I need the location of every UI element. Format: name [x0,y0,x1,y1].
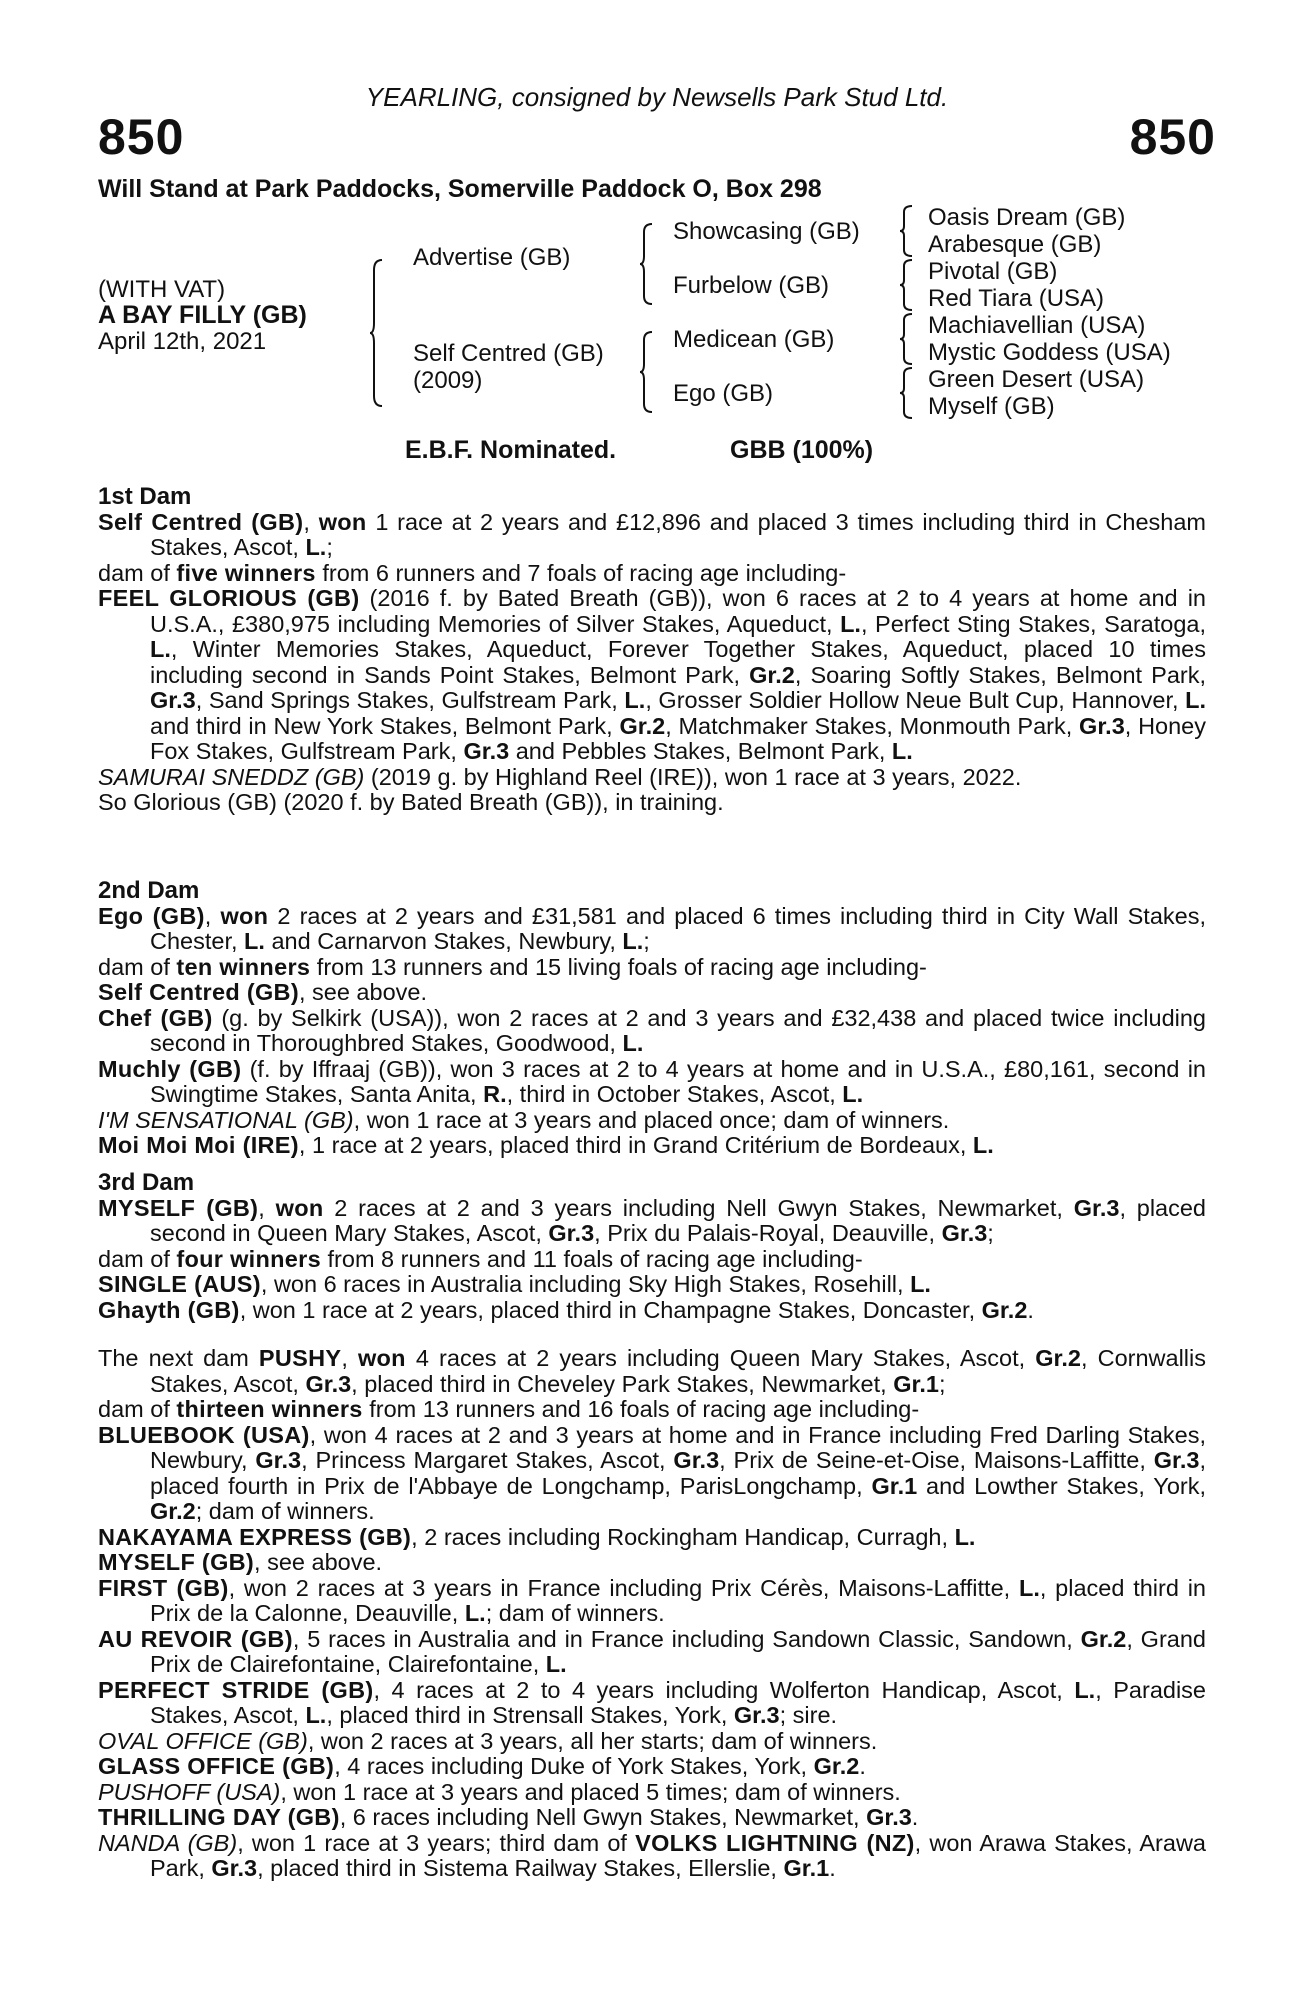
next-dam-produce-summary: dam of thirteen winners from 13 runners and 16 foals of racing age including- [98,1396,920,1422]
granddam-4: Myself (GB) [928,393,1055,420]
third-dam-section [98,1170,1206,1323]
gbb-percentage: GBB (100%) [730,436,874,464]
produce-moi-moi-moi: Moi Moi Moi (IRE), 1 race at 2 years, placed third in Grand Critérium de Bordeaux, L. [98,1132,994,1158]
sire-dam: Furbelow (GB) [673,272,830,299]
produce-chef: Chef (GB) (g. by Selkirk (USA)), won 2 races at 2 and 3 years and £32,438 and placed twice including second in Thoroughbred Stakes, Goodwood, L. [98,1004,1207,1056]
produce-im-sensational: I'M SENSATIONAL (GB), won 1 race at 3 years and placed once; dam of winners. [98,1106,950,1133]
produce-myself: MYSELF (GB), see above. [98,1549,383,1575]
granddam-1: Arabesque (GB) [928,231,1102,258]
produce-self-centred: Self Centred (GB), see above. [98,979,427,1005]
dam-brace [640,330,654,414]
next-dam-section [98,1346,1206,1882]
grandsire-1: Oasis Dream (GB) [928,204,1126,231]
g-brace-1 [900,204,914,258]
sire-sire: Showcasing (GB) [673,218,860,245]
third-dam-heading: 3rd Dam [98,1169,195,1196]
first-dam-produce-summary: dam of five winners from 6 runners and 7 foals of racing age including- [98,559,847,586]
dam-dam: Ego (GB) [673,380,774,407]
produce-thrilling-day: THRILLING DAY (GB), 6 races including Nell Gwyn Stakes, Newmarket, Gr.3. [98,1804,919,1830]
g-brace-3 [900,312,914,366]
produce-muchly: Muchly (GB) (f. by Iffraaj (GB)), won 3 races at 2 to 4 years at home and in U.S.A., £80,161, second in Swingtime Stakes, Santa Anita, R., third in October Stakes, Ascot, L. [98,1055,1206,1107]
first-dam-section [98,484,1206,816]
second-dam-section [98,878,1206,1159]
sire-brace [640,222,654,306]
produce-single: SINGLE (AUS), won 6 races in Australia including Sky High Stakes, Rosehill, L. [98,1271,931,1297]
dam-sire: Medicean (GB) [673,326,835,353]
second-dam-produce-summary: dam of ten winners from 13 runners and 15 living foals of racing age including- [98,953,927,980]
produce-perfect-stride: PERFECT STRIDE (GB), 4 races at 2 to 4 years including Wolferton Handicap, Ascot, L., Paradise Stakes, Ascot, L., placed third in Strensall Stakes, York, Gr.3; sire. [98,1676,1207,1728]
produce-bluebook: BLUEBOOK (USA), won 4 races at 2 and 3 years at home and in France including Fred Darling Stakes, Newbury, Gr.3, Princess Margaret Stakes, Ascot, Gr.3, Prix de Seine-et-Oise, Maisons-Laffitte, Gr.3, placed fourth in Prix de l'Abbaye de Longchamp, ParisLongchamp, Gr.1 and Lowther Stakes, York, Gr.2; dam of winners. [98,1421,1207,1524]
produce-samurai-sneddz: SAMURAI SNEDDZ (GB) (2019 g. by Highland Reel (IRE)), won 1 race at 3 years, 2022. [98,763,1022,790]
produce-nakayama-express: NAKAYAMA EXPRESS (GB), 2 races including Rockingham Handicap, Curragh, L. [98,1523,976,1550]
sire-name: Advertise (GB) [413,244,571,271]
lot-number-right: 850 [1129,109,1216,165]
granddam-2: Red Tiara (USA) [928,285,1105,312]
grandsire-2: Pivotal (GB) [928,258,1058,285]
next-dam-record: The next dam PUSHY, won 4 races at 2 years including Queen Mary Stakes, Ascot, Gr.2, Cornwallis Stakes, Ascot, Gr.3, placed third in Cheveley Park Stakes, Newmarket, Gr.1; [98,1345,1206,1397]
produce-ghayth: Ghayth (GB), won 1 race at 2 years, placed third in Champagne Stakes, Doncaster, Gr.2. [98,1296,1034,1323]
subject-name: A BAY FILLY (GB) [98,301,307,329]
stand-location: Will Stand at Park Paddocks, Somerville Paddock O, Box 298 [98,175,822,203]
dam-name: Self Centred (GB) [413,340,604,367]
third-dam-record: MYSELF (GB), won 2 races at 2 and 3 years including Nell Gwyn Stakes, Newmarket, Gr.3, placed second in Queen Mary Stakes, Ascot, Gr.3, Prix du Palais-Royal, Deauville, Gr.3; [98,1194,1206,1246]
produce-so-glorious: So Glorious (GB) (2020 f. by Bated Breath (GB)), in training. [98,789,724,815]
produce-first: FIRST (GB), won 2 races at 3 years in France including Prix Cérès, Maisons-Laffitte, L., placed third in Prix de la Calonne, Deauville, L.; dam of winners. [98,1574,1206,1626]
second-dam-record: Ego (GB), won 2 races at 2 years and £31,581 and placed 6 times including third in City Wall Stakes, Chester, L. and Carnarvon Stakes, Newbury, L.; [98,902,1207,954]
ebf-nominated: E.B.F. Nominated. [405,436,617,464]
grandsire-4: Green Desert (USA) [928,366,1145,393]
produce-oval-office: OVAL OFFICE (GB), won 2 races at 3 years, all her starts; dam of winners. [98,1727,878,1754]
g-brace-4 [900,366,914,420]
produce-nanda: NANDA (GB), won 1 race at 3 years; third dam of VOLKS LIGHTNING (NZ), won Arawa Stakes, Arawa Park, Gr.3, placed third in Sistema Railway Stakes, Ellerslie, Gr.1. [98,1829,1206,1881]
first-dam-heading: 1st Dam [98,483,192,510]
foaling-date: April 12th, 2021 [98,328,267,355]
consignment-line: YEARLING, consigned by Newsells Park Stud Ltd. [365,82,949,112]
produce-au-revoir: AU REVOIR (GB), 5 races in Australia and in France including Sandown Classic, Sandown, Gr.2, Grand Prix de Clairefontaine, Clairefontaine, L. [98,1625,1206,1677]
second-dam-heading: 2nd Dam [98,877,200,904]
g-brace-2 [900,258,914,312]
grandsire-3: Machiavellian (USA) [928,312,1146,339]
produce-feel-glorious: FEEL GLORIOUS (GB) (2016 f. by Bated Breath (GB)), won 6 races at 2 to 4 years at home and in U.S.A., £380,975 including Memories of Silver Stakes, Aqueduct, L., Perfect Sting Stakes, Saratoga, L., Winter Memories Stakes, Aqueduct, Forever Together Stakes, Aqueduct, placed 10 times including second in Sands Point Stakes, Belmont Park, Gr.2, Soaring Softly Stakes, Belmont Park, Gr.3, Sand Springs Stakes, Gulfstream Park, L., Grosser Soldier Hollow Neue Bult Cup, Hannover, L. and third in New York Stakes, Belmont Park, Gr.2, Matchmaker Stakes, Monmouth Park, Gr.3, Honey Fox Stakes, Gulfstream Park, Gr.3 and Pebbles Stakes, Belmont Park, L. [98,585,1207,764]
vat-label: (WITH VAT) [98,276,226,303]
first-dam-record: Self Centred (GB), won 1 race at 2 years and £12,896 and placed 3 times including third in Chesham Stakes, Ascot, L.; [98,508,1207,560]
granddam-3: Mystic Goddess (USA) [928,339,1171,366]
third-dam-produce-summary: dam of four winners from 8 runners and 11 foals of racing age including- [98,1245,863,1272]
pedigree-brace-main [370,258,384,408]
produce-pushoff: PUSHOFF (USA), won 1 race at 3 years and placed 5 times; dam of winners. [98,1778,901,1805]
lot-number-left: 850 [98,109,185,165]
dam-year: (2009) [413,367,483,394]
produce-glass-office: GLASS OFFICE (GB), 4 races including Duke of York Stakes, York, Gr.2. [98,1753,866,1779]
